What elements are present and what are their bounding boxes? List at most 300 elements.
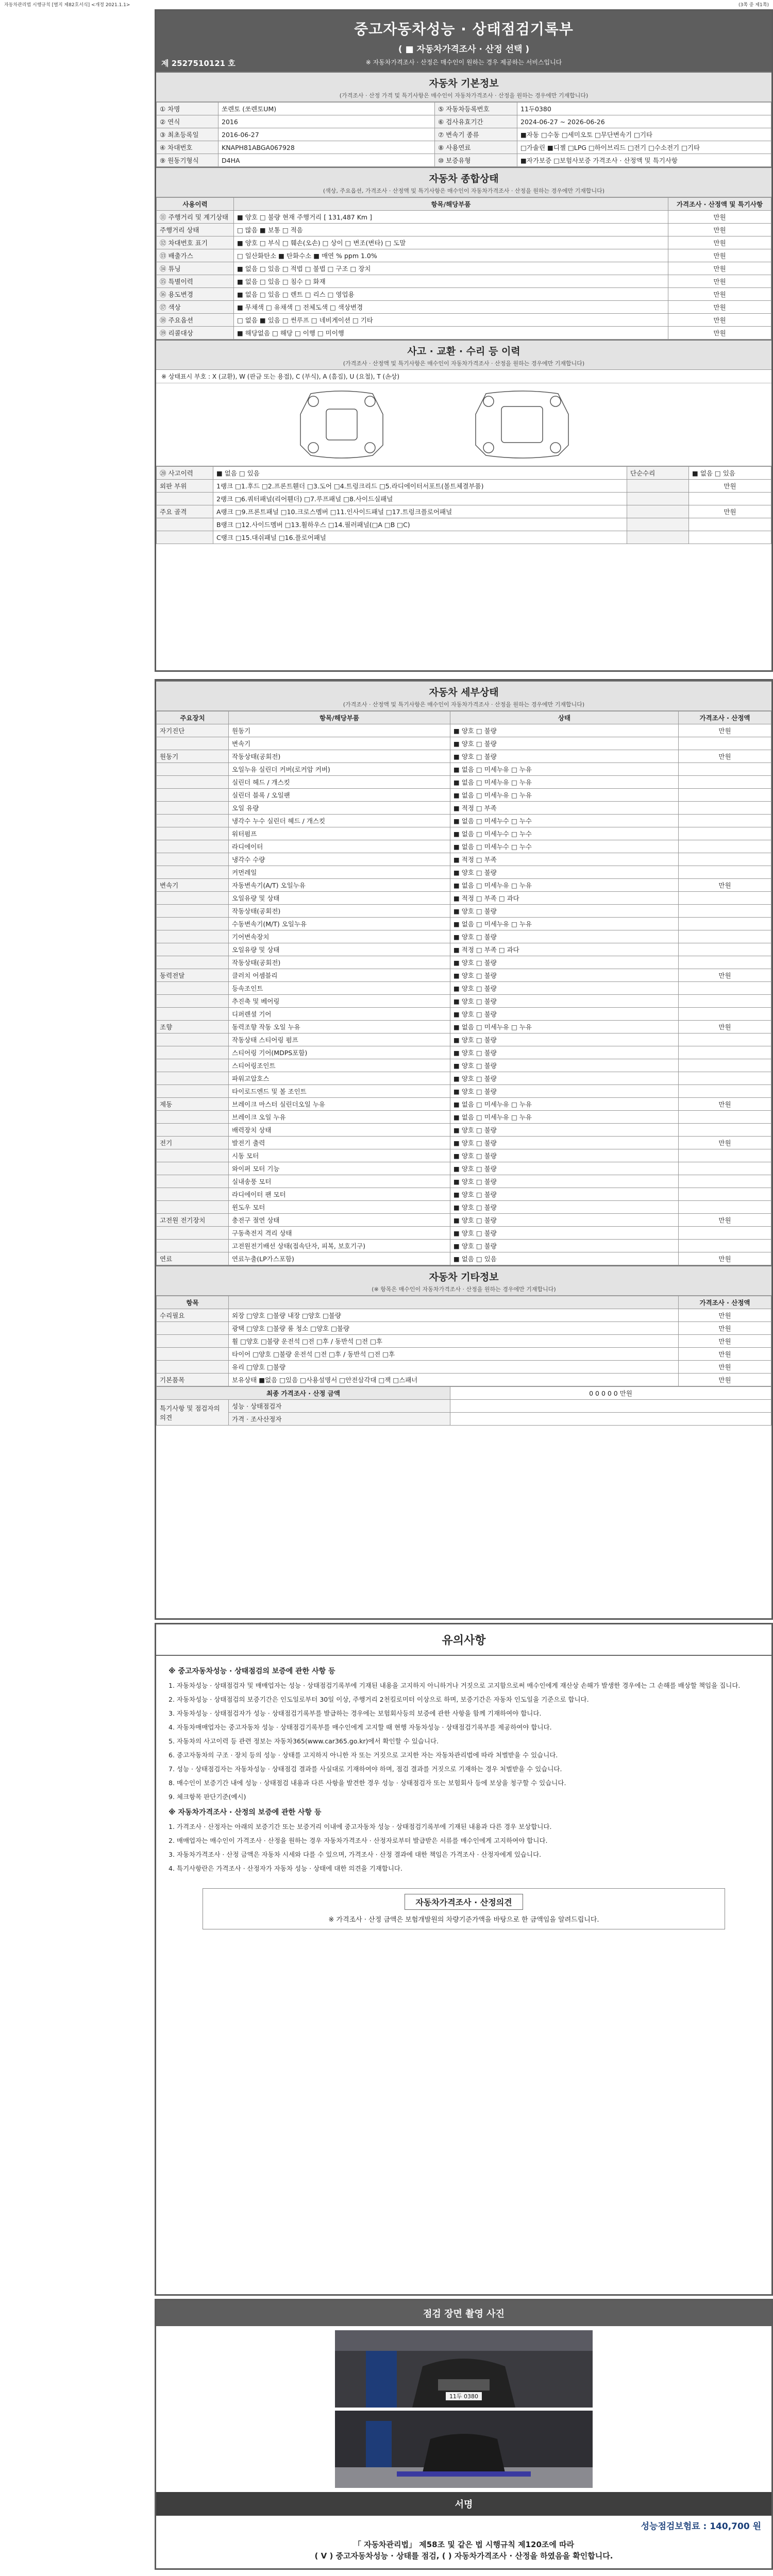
price-cell	[679, 737, 771, 750]
row-label: ⑬ 배출가스	[157, 249, 234, 262]
special-appraiser-value	[450, 1413, 771, 1426]
row-value: ■ 없음 □ 있음	[213, 467, 627, 480]
price-cell: 만원	[679, 879, 771, 892]
price-cell	[679, 815, 771, 827]
table-row	[157, 1072, 771, 1085]
status-cell: ■ 양호 □ 불량	[450, 930, 679, 943]
item-cell: 디퍼렌셜 기어	[229, 1008, 450, 1021]
row-label	[157, 531, 213, 544]
col-price: 가격조사 · 산정액 및 특기사항	[668, 198, 771, 211]
item-cell: 충전구 절연 상태	[229, 1214, 450, 1227]
category-cell: 수리필요	[157, 1309, 229, 1322]
item-cell: 오일누유 실린더 커버(로커암 커버)	[229, 763, 450, 776]
notice-paragraph: 8. 매수인이 보증기간 내에 성능 · 상태점검 내용과 다른 사항을 발견한 경우 성능 · 상태점검자 또는 보험회사 등에 보상을 청구할 수 있습니다.	[169, 1779, 566, 1787]
status-cell: ■ 없음 □ 미세누유 □ 누유	[450, 776, 679, 789]
item-cell: 실린더 헤드 / 개스킷	[229, 776, 450, 789]
status-cell: ■ 양호 □ 불량	[450, 905, 679, 918]
appraisal-opinion-text: ※ 가격조사 · 산정 금액은 보험개발원의 차량기준가액을 바탕으로 한 금액임을 알려드립니다.	[328, 1916, 599, 1924]
row-value: 2랭크 □6.쿼터패널(리어휀더) □7.루프패널 □8.사이드실패널	[213, 493, 627, 505]
device-cell: 고전원 전기장치	[157, 1214, 229, 1227]
label-first-registration: ③ 최초등록일	[157, 128, 219, 141]
row-label	[157, 493, 213, 505]
page-1-frame	[155, 9, 773, 672]
table-row	[157, 1309, 771, 1322]
status-cell: ■ 없음 □ 미세누유 □ 누유	[450, 1021, 679, 1033]
table-row	[157, 1322, 771, 1335]
row-price: 만원	[668, 236, 771, 249]
price-cell	[679, 1201, 771, 1214]
device-cell	[157, 1072, 229, 1085]
price-cell	[679, 1240, 771, 1252]
device-cell	[157, 905, 229, 918]
item-cell: 오일유량 및 상태	[229, 892, 450, 905]
table-row	[157, 211, 771, 224]
row-label: 외판 부위	[157, 480, 213, 493]
item-cell: 수동변속기(M/T) 오일누유	[229, 918, 450, 930]
table-row	[157, 789, 771, 802]
status-cell: ■ 양호 □ 불량	[450, 1149, 679, 1162]
price-cell	[679, 1008, 771, 1021]
notice-paragraph: 2. 매매업자는 매수인이 가격조사 · 산정을 원하는 경우 자동차가격조사 · 산정자로부터 발급받은 서류를 매수인에게 고지하여야 합니다.	[169, 1837, 548, 1844]
device-cell	[157, 1085, 229, 1098]
status-cell: ■ 없음 □ 있음	[450, 1252, 679, 1265]
item-cell: 타이로드엔드 및 볼 조인트	[229, 1085, 450, 1098]
col-item: 항목/해당부품	[229, 711, 450, 724]
device-cell: 변속기	[157, 879, 229, 892]
device-cell: 전기	[157, 1137, 229, 1149]
row-value: ■ 양호 □ 불량 현재 주행거리 [ 131,487 Km ]	[234, 211, 668, 224]
notice-paragraph: 3. 자동차성능 · 상태점검자가 성능 · 상태점검기록부를 발급하는 경우에는 보험회사등의 보증에 관한 사항을 함께 기재하여야 합니다.	[169, 1709, 542, 1717]
row-value-2: ■ 없음 □ 있음	[689, 467, 771, 480]
value-transmission: ■자동 □수동 □세미오토 □무단변속기 □기타	[517, 128, 771, 141]
row-label-2	[627, 480, 689, 493]
item-cell: 작동상태 스티어링 펌프	[229, 1033, 450, 1046]
inspection-photo-rear	[335, 2411, 593, 2488]
price-cell	[679, 1149, 771, 1162]
table-row	[157, 1374, 771, 1386]
table-row	[157, 879, 771, 892]
item-cell: 작동상태(공회전)	[229, 905, 450, 918]
table-row	[157, 1361, 771, 1374]
table-row	[157, 128, 771, 141]
table-row	[157, 480, 771, 493]
device-cell	[157, 776, 229, 789]
table-row	[157, 853, 771, 866]
table-row	[157, 467, 771, 480]
accident-table	[156, 466, 771, 544]
item-cell: 보유상태 ■없음 □있음 □사용설명서 □안전삼각대 □잭 □스패너	[229, 1374, 679, 1386]
notice-subheading-2: ※ 자동차가격조사 · 산정의 보증에 관한 사항 등	[169, 1808, 322, 1817]
page-4-frame	[155, 2299, 773, 2570]
table-row	[157, 827, 771, 840]
device-cell	[157, 995, 229, 1008]
value-plate: 11두0380	[517, 103, 771, 115]
price-cell: 만원	[679, 1021, 771, 1033]
page-indicator: (3쪽 중 제1쪽)	[738, 3, 769, 8]
table-row	[157, 1046, 771, 1059]
label-inspection-period: ⑥ 검사유효기간	[435, 115, 517, 128]
table-row	[157, 531, 771, 544]
status-cell: ■ 없음 □ 미세누수 □ 누수	[450, 815, 679, 827]
table-header-row	[157, 1296, 771, 1309]
document-number: 제 2527510121 호	[161, 59, 236, 68]
col-usage: 사용이력	[157, 198, 234, 211]
page-4	[155, 2299, 773, 2570]
price-cell	[679, 866, 771, 879]
table-row	[157, 1021, 771, 1033]
device-cell	[157, 789, 229, 802]
insurance-fee-value: 140,700 원	[710, 2521, 761, 2532]
status-cell: ■ 양호 □ 불량	[450, 1175, 679, 1188]
table-row	[157, 154, 771, 167]
row-price: 만원	[668, 301, 771, 314]
price-cell	[679, 1072, 771, 1085]
label-year: ② 연식	[157, 115, 219, 128]
row-label: 주행거리 상태	[157, 224, 234, 236]
row-value-2	[689, 518, 771, 531]
device-cell	[157, 956, 229, 969]
item-cell: 외장 □양호 □불량 내장 □양호 □불량	[229, 1309, 679, 1322]
price-cell	[679, 1046, 771, 1059]
category-cell: 기본품목	[157, 1374, 229, 1386]
table-row	[157, 236, 771, 249]
device-cell	[157, 1033, 229, 1046]
status-cell: ■ 없음 □ 미세누유 □ 누유	[450, 1111, 679, 1124]
label-car-name: ① 차명	[157, 103, 219, 115]
col-price: 가격조사 · 산정액	[679, 711, 771, 724]
price-cell: 만원	[679, 1098, 771, 1111]
price-cell	[679, 905, 771, 918]
price-cell: 만원	[679, 1374, 771, 1386]
total-table	[156, 1386, 771, 1426]
price-cell	[679, 1111, 771, 1124]
item-cell: 자동변속기(A/T) 오일누유	[229, 879, 450, 892]
label-fuel: ⑧ 사용연료	[435, 141, 517, 154]
form-header	[156, 11, 771, 72]
category-cell	[157, 1335, 229, 1348]
notice-paragraph: 7. 성능 · 상태점검자는 자동차성능 · 상태점검 결과를 사실대로 기재하여야 하며, 점검 결과를 거짓으로 기재하는 경우 처벌받을 수 있습니다.	[169, 1765, 562, 1773]
table-row	[157, 776, 771, 789]
row-value: □ 일산화탄소 ■ 탄화수소 ■ 매연 % ppm 1.0%	[234, 249, 668, 262]
table-header-row	[157, 198, 771, 211]
device-cell	[157, 853, 229, 866]
table-row	[157, 1111, 771, 1124]
row-label-2	[627, 505, 689, 518]
price-cell	[679, 982, 771, 995]
row-price: 만원	[668, 262, 771, 275]
item-cell: 커먼레일	[229, 866, 450, 879]
car-diagram	[156, 383, 771, 466]
top-meta	[0, 1, 773, 8]
device-cell	[157, 943, 229, 956]
table-row	[157, 1033, 771, 1046]
value-car-name: 쏘렌토 (쏘렌토UM)	[219, 103, 435, 115]
table-row	[157, 1137, 771, 1149]
price-cell	[679, 1059, 771, 1072]
price-cell: 만원	[679, 969, 771, 982]
footer-line-1: 「 자동차관리법」 제58조 및 같은 법 시행규칙 제120조에 따라	[353, 2540, 575, 2549]
price-cell: 만원	[679, 1348, 771, 1361]
table-row	[157, 930, 771, 943]
status-cell: ■ 적정 □ 부족 □ 과다	[450, 943, 679, 956]
accident-desc: (가격조사 · 산정액 및 특기사항은 매수인이 자동차가격조사 · 산정을 원하는 경우에만 기재합니다)	[343, 360, 585, 367]
status-cell: ■ 양호 □ 불량	[450, 956, 679, 969]
status-cell: ■ 없음 □ 미세누수 □ 누수	[450, 840, 679, 853]
item-cell: 실린더 블록 / 오일팬	[229, 789, 450, 802]
special-inspector: 성능 · 상태점검자	[229, 1400, 450, 1413]
table-row	[157, 1214, 771, 1227]
item-cell: 라디에이터 팬 모터	[229, 1188, 450, 1201]
device-cell	[157, 1046, 229, 1059]
page-3	[155, 1623, 773, 2296]
detail-status-title	[156, 681, 771, 711]
price-cell: 만원	[679, 1335, 771, 1348]
other-info-table	[156, 1296, 771, 1386]
status-cell: ■ 양호 □ 불량	[450, 1124, 679, 1137]
device-cell	[157, 737, 229, 750]
item-cell: 워터펌프	[229, 827, 450, 840]
price-cell	[679, 763, 771, 776]
row-value: ■ 없음 □ 있음 □ 침수 □ 화재	[234, 275, 668, 288]
item-cell: 유리 □양호 □불량	[229, 1361, 679, 1374]
row-value: □ 없음 ■ 있음 □ 썬루프 □ 네비게이션 □ 기타	[234, 314, 668, 327]
table-row	[157, 505, 771, 518]
table-row	[157, 518, 771, 531]
table-row	[157, 1188, 771, 1201]
device-cell	[157, 1227, 229, 1240]
price-cell	[679, 1175, 771, 1188]
device-cell: 동력전달	[157, 969, 229, 982]
device-cell	[157, 815, 229, 827]
price-cell	[679, 995, 771, 1008]
footer-statement	[156, 2535, 771, 2566]
total-value: 0 0 0 0 0 만원	[450, 1387, 771, 1400]
value-vin: KNAPH81ABGA067928	[219, 141, 435, 154]
row-label: ⑭ 튜닝	[157, 262, 234, 275]
insurance-fee-label: 성능점검보험료 :	[641, 2521, 707, 2532]
status-cell: ■ 양호 □ 불량	[450, 750, 679, 763]
notice-paragraph: 4. 자동차매매업자는 중고자동차 성능 · 상태점검기록부를 매수인에게 고지할 때 현행 자동차성능 · 상태점검기록부를 제공하여야 합니다.	[169, 1723, 552, 1731]
table-header-row	[157, 711, 771, 724]
item-cell: 타이어 □양호 □불량 운전석 □전 □후 / 동반석 □전 □후	[229, 1348, 679, 1361]
basic-info-table	[156, 102, 771, 167]
form-note: ※ 자동차가격조사 · 산정은 매수인이 원하는 경우 제공하는 서비스입니다	[365, 59, 562, 66]
status-cell: ■ 양호 □ 불량	[450, 1085, 679, 1098]
price-cell	[679, 1162, 771, 1175]
row-label: 주요 골격	[157, 505, 213, 518]
item-cell: 라디에이터	[229, 840, 450, 853]
value-inspection-period: 2024-06-27 ~ 2026-06-26	[517, 115, 771, 128]
price-cell	[679, 930, 771, 943]
row-value: ■ 없음 □ 있음 □ 적법 □ 불법 □ 구조 □ 장치	[234, 262, 668, 275]
overall-status-table	[156, 197, 771, 340]
category-cell	[157, 1322, 229, 1335]
special-label: 특기사항 및 점검자의 의견	[157, 1400, 229, 1426]
price-cell	[679, 776, 771, 789]
device-cell: 연료	[157, 1252, 229, 1265]
status-cell: ■ 양호 □ 불량	[450, 1008, 679, 1021]
page-2-frame	[155, 679, 773, 1620]
status-cell: ■ 양호 □ 불량	[450, 1059, 679, 1072]
detail-heading: 자동차 세부상태	[429, 687, 499, 698]
item-cell: 휠 □양호 □불량 운전석 □전 □후 / 동반석 □전 □후	[229, 1335, 679, 1348]
value-year: 2016	[219, 115, 435, 128]
table-row	[157, 1240, 771, 1252]
row-value: 1랭크 □1.후드 □2.프론트휀더 □3.도어 □4.트렁크리드 □5.라디에이터서포트(볼트체결부품)	[213, 480, 627, 493]
item-cell: 기어변속장치	[229, 930, 450, 943]
item-cell: 광택 □양호 □불량 룸 청소 □양호 □불량	[229, 1322, 679, 1335]
other-header-cell: 가격조사 · 산정액	[679, 1296, 771, 1309]
price-cell	[679, 853, 771, 866]
basic-info-title	[156, 72, 771, 102]
overall-heading: 자동차 종합상태	[429, 173, 499, 184]
item-cell: 스티어링 기어(MDPS포함)	[229, 1046, 450, 1059]
device-cell	[157, 1240, 229, 1252]
table-row	[157, 1124, 771, 1137]
table-row	[157, 141, 771, 154]
col-status: 상태	[450, 711, 679, 724]
item-cell: 작동상태(공회전)	[229, 750, 450, 763]
insurance-fee	[156, 2516, 771, 2535]
row-price: 만원	[668, 275, 771, 288]
notice-paragraph: 4. 특기사항란은 가격조사 · 산정자가 자동차 성능 · 상태에 대한 의견을 기재합니다.	[169, 1865, 402, 1872]
item-cell: 변속기	[229, 737, 450, 750]
device-cell	[157, 763, 229, 776]
device-cell	[157, 1162, 229, 1175]
item-cell: 원동기	[229, 724, 450, 737]
other-header-cell: 항목	[157, 1296, 229, 1309]
device-cell	[157, 866, 229, 879]
item-cell: 냉각수 누수 실린더 헤드 / 개스킷	[229, 815, 450, 827]
row-value: ■ 해당없음 □ 해당 □ 이행 □ 미이행	[234, 327, 668, 340]
price-cell	[679, 943, 771, 956]
device-cell	[157, 982, 229, 995]
price-cell: 만원	[679, 1252, 771, 1265]
item-cell: 시동 모터	[229, 1149, 450, 1162]
basic-info-heading: 자동차 기본정보	[429, 78, 499, 89]
category-cell	[157, 1348, 229, 1361]
table-row	[157, 1149, 771, 1162]
item-cell: 추진축 및 베어링	[229, 995, 450, 1008]
special-appraiser: 가격 · 조사산정자	[229, 1413, 450, 1426]
accident-heading: 사고 · 교환 · 수리 등 이력	[407, 346, 520, 357]
value-warranty: ■자가보증 □보험사보증 가격조사 · 산정액 및 특기사항	[517, 154, 771, 167]
status-cell: ■ 양호 □ 불량	[450, 1162, 679, 1175]
row-value-2: 만원	[689, 505, 771, 518]
table-row	[157, 1059, 771, 1072]
form-subtitle: ( ■ 자동차가격조사 · 산정 선택 )	[398, 44, 530, 55]
table-row	[157, 918, 771, 930]
table-row	[157, 724, 771, 737]
other-header-cell	[229, 1296, 679, 1309]
device-cell	[157, 930, 229, 943]
form-title: 중고자동차성능 · 상태점검기록부	[354, 21, 574, 38]
status-cell: ■ 양호 □ 불량	[450, 724, 679, 737]
row-label: ⑮ 특별이력	[157, 275, 234, 288]
item-cell: 브레이크 마스터 실린더오일 누유	[229, 1098, 450, 1111]
label-warranty: ⑩ 보증유형	[435, 154, 517, 167]
item-cell: 작동상태(공회전)	[229, 956, 450, 969]
label-engine: ⑨ 원동기형식	[157, 154, 219, 167]
table-row	[157, 802, 771, 815]
table-row	[157, 327, 771, 340]
label-plate: ⑤ 자동차등록번호	[435, 103, 517, 115]
row-value-2	[689, 531, 771, 544]
status-cell: ■ 양호 □ 불량	[450, 1227, 679, 1240]
device-cell	[157, 892, 229, 905]
table-row	[157, 750, 771, 763]
notice-paragraph: 5. 자동차의 사고이력 등 관련 정보는 자동차365(www.car365.go.kr)에서 확인할 수 있습니다.	[169, 1737, 439, 1745]
label-vin: ④ 차대번호	[157, 141, 219, 154]
table-row	[157, 301, 771, 314]
notice-paragraph: 1. 자동차성능 · 상태점검자 및 매매업자는 성능 · 상태점검기록부에 기재된 내용을 고지하지 아니하거나 거짓으로 고지함으로써 매수인에게 재산상 손해가 발생한 경우에는 그 손해를 배상할 책임을 집니다.	[169, 1682, 741, 1689]
row-label-2	[627, 518, 689, 531]
table-row	[157, 892, 771, 905]
item-cell: 스티어링조인트	[229, 1059, 450, 1072]
notice-paragraph: 6. 중고자동차의 구조 · 장치 등의 성능 · 상태를 고지하지 아니한 자 또는 거짓으로 고지한 자는 자동차관리법에 따라 처벌받을 수 있습니다.	[169, 1751, 558, 1759]
row-label: ⑳ 사고이력	[157, 467, 213, 480]
device-cell	[157, 1149, 229, 1162]
table-row	[157, 249, 771, 262]
row-label-2: 단순수리	[627, 467, 689, 480]
table-row	[157, 275, 771, 288]
row-label: ⑫ 차대번호 표기	[157, 236, 234, 249]
table-row	[157, 943, 771, 956]
price-cell: 만원	[679, 1322, 771, 1335]
device-cell: 원동기	[157, 750, 229, 763]
table-row	[157, 815, 771, 827]
status-cell: ■ 양호 □ 불량	[450, 737, 679, 750]
status-cell: ■ 양호 □ 불량	[450, 1188, 679, 1201]
device-cell: 조향	[157, 1021, 229, 1033]
table-row	[157, 262, 771, 275]
form-legal-ref: 자동차관리법 시행규칙 [별지 제82호서식] <개정 2021.1.1>	[4, 3, 130, 8]
price-cell	[679, 1188, 771, 1201]
table-row	[157, 1227, 771, 1240]
row-price: 만원	[668, 249, 771, 262]
device-cell	[157, 918, 229, 930]
item-cell: 배력장치 상태	[229, 1124, 450, 1137]
status-cell: ■ 양호 □ 불량	[450, 982, 679, 995]
row-value: □ 많음 ■ 보통 □ 적음	[234, 224, 668, 236]
device-cell	[157, 1008, 229, 1021]
value-fuel: □가솔린 ■디젤 □LPG □하이브리드 □전기 □수소전기 □기타	[517, 141, 771, 154]
row-price: 만원	[668, 327, 771, 340]
notice-body	[156, 1656, 771, 1882]
table-row	[157, 1098, 771, 1111]
signature-title: 서명	[156, 2492, 771, 2516]
table-row	[157, 995, 771, 1008]
row-label	[157, 518, 213, 531]
price-cell: 만원	[679, 1214, 771, 1227]
item-cell: 구동축전지 격리 상태	[229, 1227, 450, 1240]
item-cell: 와이퍼 모터 기능	[229, 1162, 450, 1175]
status-cell: ■ 양호 □ 불량	[450, 1072, 679, 1085]
notice-paragraph: 3. 자동차가격조사 · 산정 금액은 자동차 시세와 다를 수 있으며, 가격조사 · 산정 결과에 대한 책임은 가격조사 · 산정자에게 있습니다.	[169, 1851, 542, 1858]
other-info-title	[156, 1265, 771, 1296]
notice-subheading-1: ※ 중고자동차성능 · 상태점검의 보증에 관한 사항 등	[169, 1667, 335, 1675]
notice-title: 유의사항	[156, 1624, 771, 1656]
item-cell: 오일 유량	[229, 802, 450, 815]
table-row	[157, 982, 771, 995]
label-transmission: ⑦ 변속기 종류	[435, 128, 517, 141]
table-row	[157, 1008, 771, 1021]
status-cell: ■ 없음 □ 미세누수 □ 누수	[450, 827, 679, 840]
device-cell	[157, 1124, 229, 1137]
price-cell	[679, 1085, 771, 1098]
item-cell: 동력조향 작동 오일 누유	[229, 1021, 450, 1033]
accident-history-title	[156, 340, 771, 370]
